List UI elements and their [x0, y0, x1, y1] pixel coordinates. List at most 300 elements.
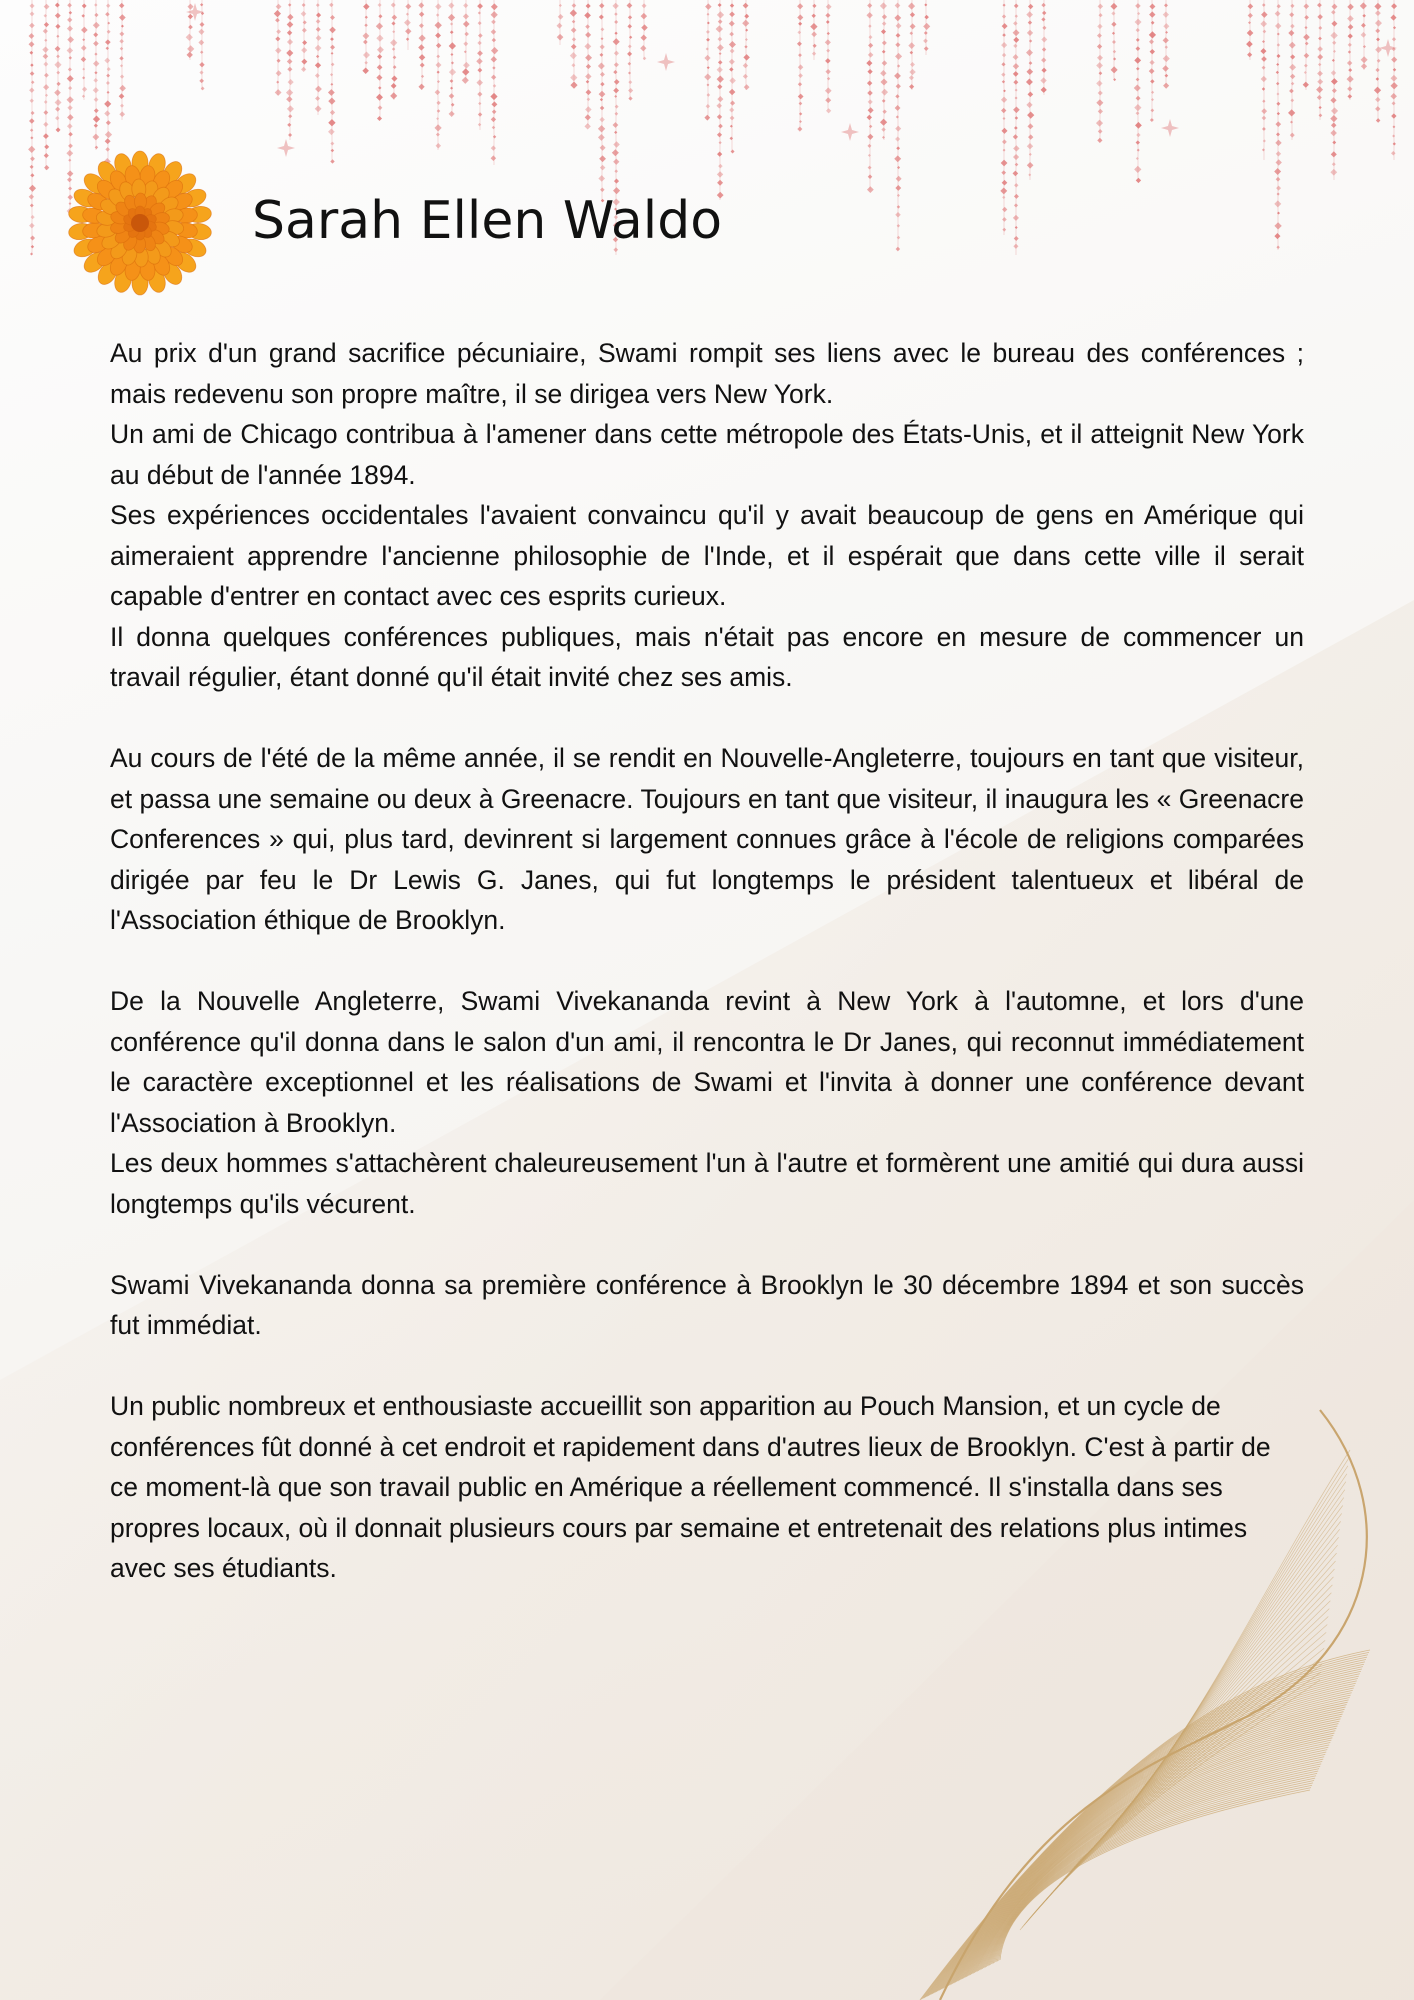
garland-bead	[1002, 14, 1006, 18]
garland-bead	[418, 44, 424, 50]
garland-bead	[812, 52, 816, 56]
garland-bead	[1304, 26, 1307, 29]
garland-bead	[404, 19, 411, 26]
garland-bead	[330, 110, 335, 115]
garland-bead	[1149, 60, 1154, 65]
garland-bead	[288, 133, 292, 137]
garland-bead	[491, 75, 496, 80]
garland-bead	[437, 109, 441, 113]
sparkle-icon	[841, 123, 859, 141]
garland-bead	[436, 117, 439, 120]
garland-bead	[69, 11, 72, 14]
garland-bead	[882, 50, 886, 54]
sparkle-icon	[1161, 119, 1179, 137]
garland-bead	[810, 23, 817, 30]
garland-bead	[1098, 129, 1103, 134]
garland-bead	[302, 28, 307, 33]
garland-bead	[627, 24, 632, 29]
garland-bead	[1276, 177, 1281, 182]
garland-bead	[614, 179, 619, 184]
garland-bead	[29, 223, 35, 229]
garland-bead	[81, 27, 88, 34]
garland-bead	[827, 32, 830, 35]
garland-bead	[1013, 44, 1017, 48]
garland-bead	[600, 53, 604, 57]
garland-bead	[1377, 59, 1381, 63]
garland-bead	[491, 11, 498, 18]
garland-bead	[813, 44, 817, 48]
garland-bead	[477, 92, 482, 97]
garland-bead	[882, 109, 886, 113]
garland-bead	[1374, 3, 1381, 10]
garland-bead	[797, 14, 803, 20]
garland-bead	[435, 33, 441, 39]
garland-bead	[437, 71, 440, 74]
garland-bead	[867, 3, 872, 8]
garland-bead	[67, 3, 72, 8]
garland-bead	[493, 135, 496, 138]
garland-bead	[1136, 46, 1141, 51]
paragraph: Un public nombreux et enthousiaste accueillit son apparition au Pouch Mansion, et un cycle de conférences fût donné à cet endroit et rapidement dans d'autres lieux de Brooklyn. C'est à partir de ce moment-là que son travail public en Amérique a réellement commencé. Il s'installa dans ses propres locaux, où il donnait plusieurs cours par semaine et entretenait des relations plus intimes avec ses étudiants.	[110, 1391, 1271, 1583]
garland-bead	[895, 137, 900, 142]
garland-bead	[286, 89, 293, 96]
garland-bead	[448, 14, 455, 21]
garland-bead	[1165, 74, 1169, 78]
garland-bead	[924, 3, 927, 6]
garland-bead	[30, 173, 34, 177]
garland-bead	[275, 18, 280, 23]
garland-bead	[910, 62, 915, 67]
garland-bead	[1002, 33, 1006, 37]
garland-bead	[717, 84, 722, 89]
garland-bead	[434, 124, 441, 131]
garland-bead	[67, 123, 73, 129]
garland-bead	[1376, 77, 1380, 81]
garland-bead	[719, 141, 722, 144]
garland-bead	[463, 13, 469, 19]
garland-bead	[1001, 42, 1007, 48]
garland-bead	[188, 14, 193, 19]
garland-bead	[42, 46, 48, 52]
garland-bead	[894, 73, 901, 80]
garland-bead	[615, 112, 619, 116]
garland-bead	[729, 59, 735, 65]
feather-barb	[947, 1697, 1350, 1986]
garland-bead	[924, 46, 929, 51]
garland-bead	[1260, 21, 1267, 28]
garland-bead	[1318, 26, 1322, 30]
garland-bead	[365, 16, 368, 19]
garland-bead	[93, 78, 98, 83]
garland-bead	[315, 62, 321, 68]
garland-bead	[363, 33, 370, 40]
garland-bead	[67, 96, 74, 103]
garland-bead	[287, 39, 293, 45]
garland-bead	[1360, 2, 1367, 9]
garland-bead	[302, 40, 307, 45]
garland-bead	[717, 76, 724, 83]
garland-bead	[798, 94, 804, 100]
garland-bead	[1027, 112, 1034, 119]
garland-bead	[276, 29, 281, 34]
garland-bead	[1027, 123, 1033, 129]
garland-bead	[825, 39, 831, 45]
garland-bead	[1112, 32, 1115, 35]
garland-bead	[628, 88, 633, 93]
garland-bead	[881, 127, 885, 131]
paragraph-spacer	[110, 698, 1304, 739]
garland-bead	[717, 152, 722, 157]
garland-bead	[717, 67, 723, 73]
garland-bead	[303, 20, 307, 24]
garland-bead	[82, 38, 85, 41]
garland-bead	[201, 87, 205, 91]
garland-bead	[56, 55, 60, 59]
garland-bead	[717, 132, 722, 137]
garland-bead	[1330, 130, 1337, 137]
garland-bead	[1263, 30, 1267, 34]
garland-bead	[1317, 46, 1323, 52]
garland-bead	[30, 136, 33, 139]
paragraph: Ses expériences occidentales l'avaient convaincu qu'il y avait beaucoup de gens en Amérique qui aimeraient apprendre l'ancienne philosophie de l'Inde, et il espérait que dans cette ville il serait capable d'entrer en contact avec ces esprits curieux.	[110, 500, 1304, 611]
garland-bead	[744, 45, 747, 48]
garland-bead	[275, 89, 282, 96]
garland-bead	[82, 4, 87, 9]
garland-bead	[43, 84, 49, 90]
garland-bead	[315, 96, 320, 101]
garland-bead	[868, 154, 871, 157]
garland-bead	[315, 105, 322, 112]
garland-bead	[463, 41, 468, 46]
garland-bead	[729, 41, 736, 48]
garland-bead	[1149, 68, 1155, 74]
garland-bead	[376, 75, 382, 81]
flower-center	[131, 214, 149, 232]
garland-bead	[826, 4, 832, 10]
garland-bead	[1290, 121, 1293, 124]
garland-bead	[67, 36, 74, 43]
garland-bead	[449, 42, 456, 49]
garland-bead	[463, 21, 470, 28]
garland-bead	[363, 52, 370, 59]
garland-bead	[1304, 64, 1308, 68]
garland-bead	[825, 69, 830, 74]
garland-bead	[1013, 63, 1019, 69]
garland-bead	[585, 32, 591, 38]
garland-bead	[868, 99, 873, 104]
garland-bead	[1136, 140, 1140, 144]
garland-bead	[1015, 89, 1018, 92]
garland-bead	[43, 122, 48, 127]
garland-bead	[601, 27, 605, 31]
garland-bead	[895, 212, 901, 218]
garland-bead	[29, 23, 35, 29]
garland-bead	[600, 72, 605, 77]
garland-bead	[881, 89, 888, 96]
garland-bead	[1274, 233, 1280, 239]
garland-bead	[315, 45, 322, 52]
garland-bead	[44, 100, 48, 104]
garland-bead	[1348, 68, 1352, 72]
garland-bead	[198, 40, 204, 46]
garland-bead	[378, 86, 381, 89]
garland-bead	[584, 12, 591, 19]
garland-bead	[104, 110, 110, 116]
garland-bead	[392, 30, 395, 33]
garland-bead	[880, 70, 886, 76]
garland-bead	[1013, 71, 1019, 77]
garland-bead	[104, 58, 110, 64]
garland-bead	[29, 194, 34, 199]
garland-bead	[1246, 41, 1253, 48]
garland-bead	[478, 21, 482, 25]
garland-bead	[1165, 45, 1168, 48]
garland-bead	[1331, 151, 1337, 157]
garland-bead	[882, 21, 887, 26]
garland-bead	[1111, 66, 1118, 73]
garland-bead	[882, 60, 888, 66]
garland-bead	[799, 120, 802, 123]
garland-bead	[744, 14, 749, 19]
garland-bead	[716, 25, 723, 32]
marigold-flower-icon	[52, 140, 228, 306]
garland-bead	[897, 166, 900, 169]
garland-bead	[55, 107, 60, 112]
garland-bead	[376, 23, 383, 30]
garland-bead	[1013, 215, 1019, 221]
garland-bead	[1348, 34, 1353, 39]
garland-bead	[730, 125, 733, 128]
garland-bead	[1042, 26, 1046, 30]
garland-bead	[1149, 11, 1155, 17]
garland-bead	[391, 83, 397, 89]
garland-bead	[1013, 21, 1018, 26]
garland-bead	[1262, 66, 1266, 70]
garland-bead	[330, 142, 334, 146]
garland-bead	[436, 62, 442, 68]
garland-bead	[200, 3, 203, 6]
garland-bead	[867, 69, 872, 74]
garland-bead	[1290, 4, 1294, 8]
garland-bead	[868, 166, 872, 170]
garland-bead	[730, 3, 734, 7]
garland-bead	[450, 53, 453, 56]
garland-bead	[392, 15, 398, 21]
garland-bead	[1013, 145, 1019, 151]
garland-bead	[1096, 99, 1103, 106]
garland-bead	[908, 42, 915, 49]
garland-bead	[43, 133, 49, 139]
garland-bead	[362, 67, 369, 74]
garland-bead	[1096, 62, 1103, 69]
garland-bead	[1136, 28, 1140, 32]
paragraph: De la Nouvelle Angleterre, Swami Vivekananda revint à New York à l'automne, et lors d'une conférence qu'il donna dans le salon d'un ami, il rencontra le Dr Janes, qui reconnut immédiatement le caractère exceptionnel et les réalisations de Swami et l'invita à donner une conférence devant l'Association à Brooklyn.	[110, 986, 1304, 1138]
garland-bead	[68, 67, 72, 71]
garland-bead	[1013, 244, 1018, 249]
garland-bead	[287, 14, 293, 20]
garland-bead	[54, 89, 61, 96]
garland-bead	[1347, 60, 1352, 65]
garland-bead	[29, 88, 34, 93]
garland-bead	[93, 116, 100, 123]
garland-bead	[557, 23, 563, 29]
sparkle-icon	[657, 53, 675, 71]
garland-bead	[599, 117, 604, 122]
garland-bead	[641, 24, 648, 31]
garland-bead	[1317, 14, 1323, 20]
garland-bead	[641, 35, 647, 41]
garland-bead	[435, 22, 442, 29]
garland-bead	[1375, 20, 1382, 27]
garland-bead	[797, 31, 801, 35]
garland-bead	[106, 47, 109, 50]
garland-bead	[1001, 170, 1006, 175]
garland-bead	[44, 39, 47, 42]
garland-bead	[641, 13, 648, 20]
paragraph: Les deux hommes s'attachèrent chaleureusement l'un à l'autre et formèrent une amitié qui dura aussi longtemps qu'ils vécurent.	[110, 1148, 1304, 1219]
garland-bead	[882, 40, 887, 45]
garland-bead	[68, 86, 72, 90]
garland-bead	[418, 84, 424, 90]
garland-bead	[628, 62, 632, 66]
garland-bead	[1276, 82, 1279, 85]
garland-bead	[1318, 63, 1321, 66]
garland-bead	[825, 87, 832, 94]
garland-bead	[598, 134, 605, 141]
garland-bead	[1013, 154, 1019, 160]
paragraph: Swami Vivekananda donna sa première conférence à Brooklyn le 30 décembre 1894 et son succès fut immédiat.	[110, 1269, 1304, 1340]
garland-bead	[30, 252, 33, 255]
garland-bead	[1276, 71, 1279, 74]
garland-bead	[1150, 118, 1154, 122]
garland-bead	[31, 245, 34, 248]
garland-bead	[1149, 39, 1154, 44]
garland-bead	[316, 3, 320, 7]
garland-bead	[1028, 173, 1031, 176]
garland-bead	[1393, 26, 1396, 29]
garland-bead	[1013, 37, 1019, 43]
garland-bead	[491, 155, 497, 161]
garland-bead	[1134, 84, 1141, 91]
garland-bead	[301, 59, 307, 65]
garland-bead	[200, 51, 203, 54]
garland-bead	[187, 45, 194, 52]
garland-bead	[28, 146, 35, 153]
garland-bead	[1347, 94, 1352, 99]
garland-bead	[477, 68, 482, 73]
garland-bead	[105, 12, 110, 17]
garland-bead	[31, 215, 35, 219]
garland-bead	[492, 126, 496, 130]
garland-bead	[706, 104, 711, 109]
garland-bead	[478, 11, 481, 14]
garland-bead	[572, 3, 577, 8]
garland-bead	[328, 119, 335, 126]
garland-bead	[316, 55, 319, 58]
garland-bead	[717, 180, 723, 186]
garland-bead	[56, 127, 61, 132]
garland-bead	[1136, 96, 1141, 101]
garland-bead	[729, 77, 736, 84]
garland-bead	[1042, 47, 1046, 51]
garland-bead	[1262, 40, 1265, 43]
garland-bead	[1134, 166, 1141, 173]
garland-bead	[880, 119, 887, 126]
garland-bead	[718, 60, 723, 65]
garland-bead	[119, 39, 124, 44]
garland-bead	[1319, 106, 1322, 109]
garland-bead	[614, 95, 617, 98]
garland-bead	[799, 112, 802, 115]
garland-bead	[745, 38, 748, 41]
garland-bead	[1001, 108, 1006, 113]
garland-bead	[449, 111, 455, 117]
feather-barb	[1034, 1624, 1327, 1913]
garland-bead	[1331, 123, 1337, 129]
garland-bead	[1332, 41, 1336, 45]
garland-bead	[1041, 17, 1045, 21]
garland-bead	[1261, 108, 1267, 114]
garland-bead	[93, 87, 99, 93]
garland-bead	[105, 131, 112, 138]
garland-bead	[1099, 71, 1103, 75]
garland-bead	[1097, 33, 1102, 38]
garland-bead	[1317, 79, 1323, 85]
garland-bead	[199, 62, 204, 67]
garland-bead	[1275, 23, 1281, 29]
garland-bead	[1028, 134, 1033, 139]
garland-bead	[1393, 142, 1396, 145]
garland-bead	[286, 96, 292, 102]
garland-bead	[1347, 4, 1354, 11]
garland-bead	[896, 115, 899, 118]
garland-bead	[1026, 102, 1032, 108]
garland-bead	[390, 39, 397, 46]
garland-bead	[628, 80, 632, 84]
garland-bead	[30, 51, 34, 55]
garland-bead	[614, 79, 620, 85]
garland-bead	[288, 79, 294, 85]
garland-bead	[287, 105, 294, 112]
garland-bead	[44, 22, 49, 27]
garland-bead	[745, 29, 748, 32]
garland-bead	[613, 141, 620, 148]
garland-bead	[81, 14, 85, 18]
garland-bead	[1026, 68, 1033, 75]
garland-bead	[1347, 15, 1354, 22]
garland-bead	[120, 47, 124, 51]
garland-bead	[275, 36, 280, 41]
garland-bead	[1291, 82, 1295, 86]
garland-bead	[120, 64, 123, 67]
garland-bead	[1027, 162, 1034, 169]
garland-bead	[613, 38, 620, 45]
garland-bead	[1113, 78, 1116, 81]
garland-bead	[924, 31, 928, 35]
garland-bead	[1375, 106, 1380, 111]
garland-bead	[1261, 11, 1268, 18]
garland-bead	[799, 102, 803, 106]
garland-bead	[1262, 116, 1267, 121]
garland-bead	[107, 67, 111, 71]
garland-bead	[729, 11, 735, 17]
garland-bead	[1289, 12, 1294, 17]
garland-bead	[895, 126, 901, 132]
garland-bead	[1276, 159, 1282, 165]
garland-bead	[744, 84, 750, 90]
garland-bead	[585, 24, 590, 29]
garland-bead	[586, 64, 591, 69]
